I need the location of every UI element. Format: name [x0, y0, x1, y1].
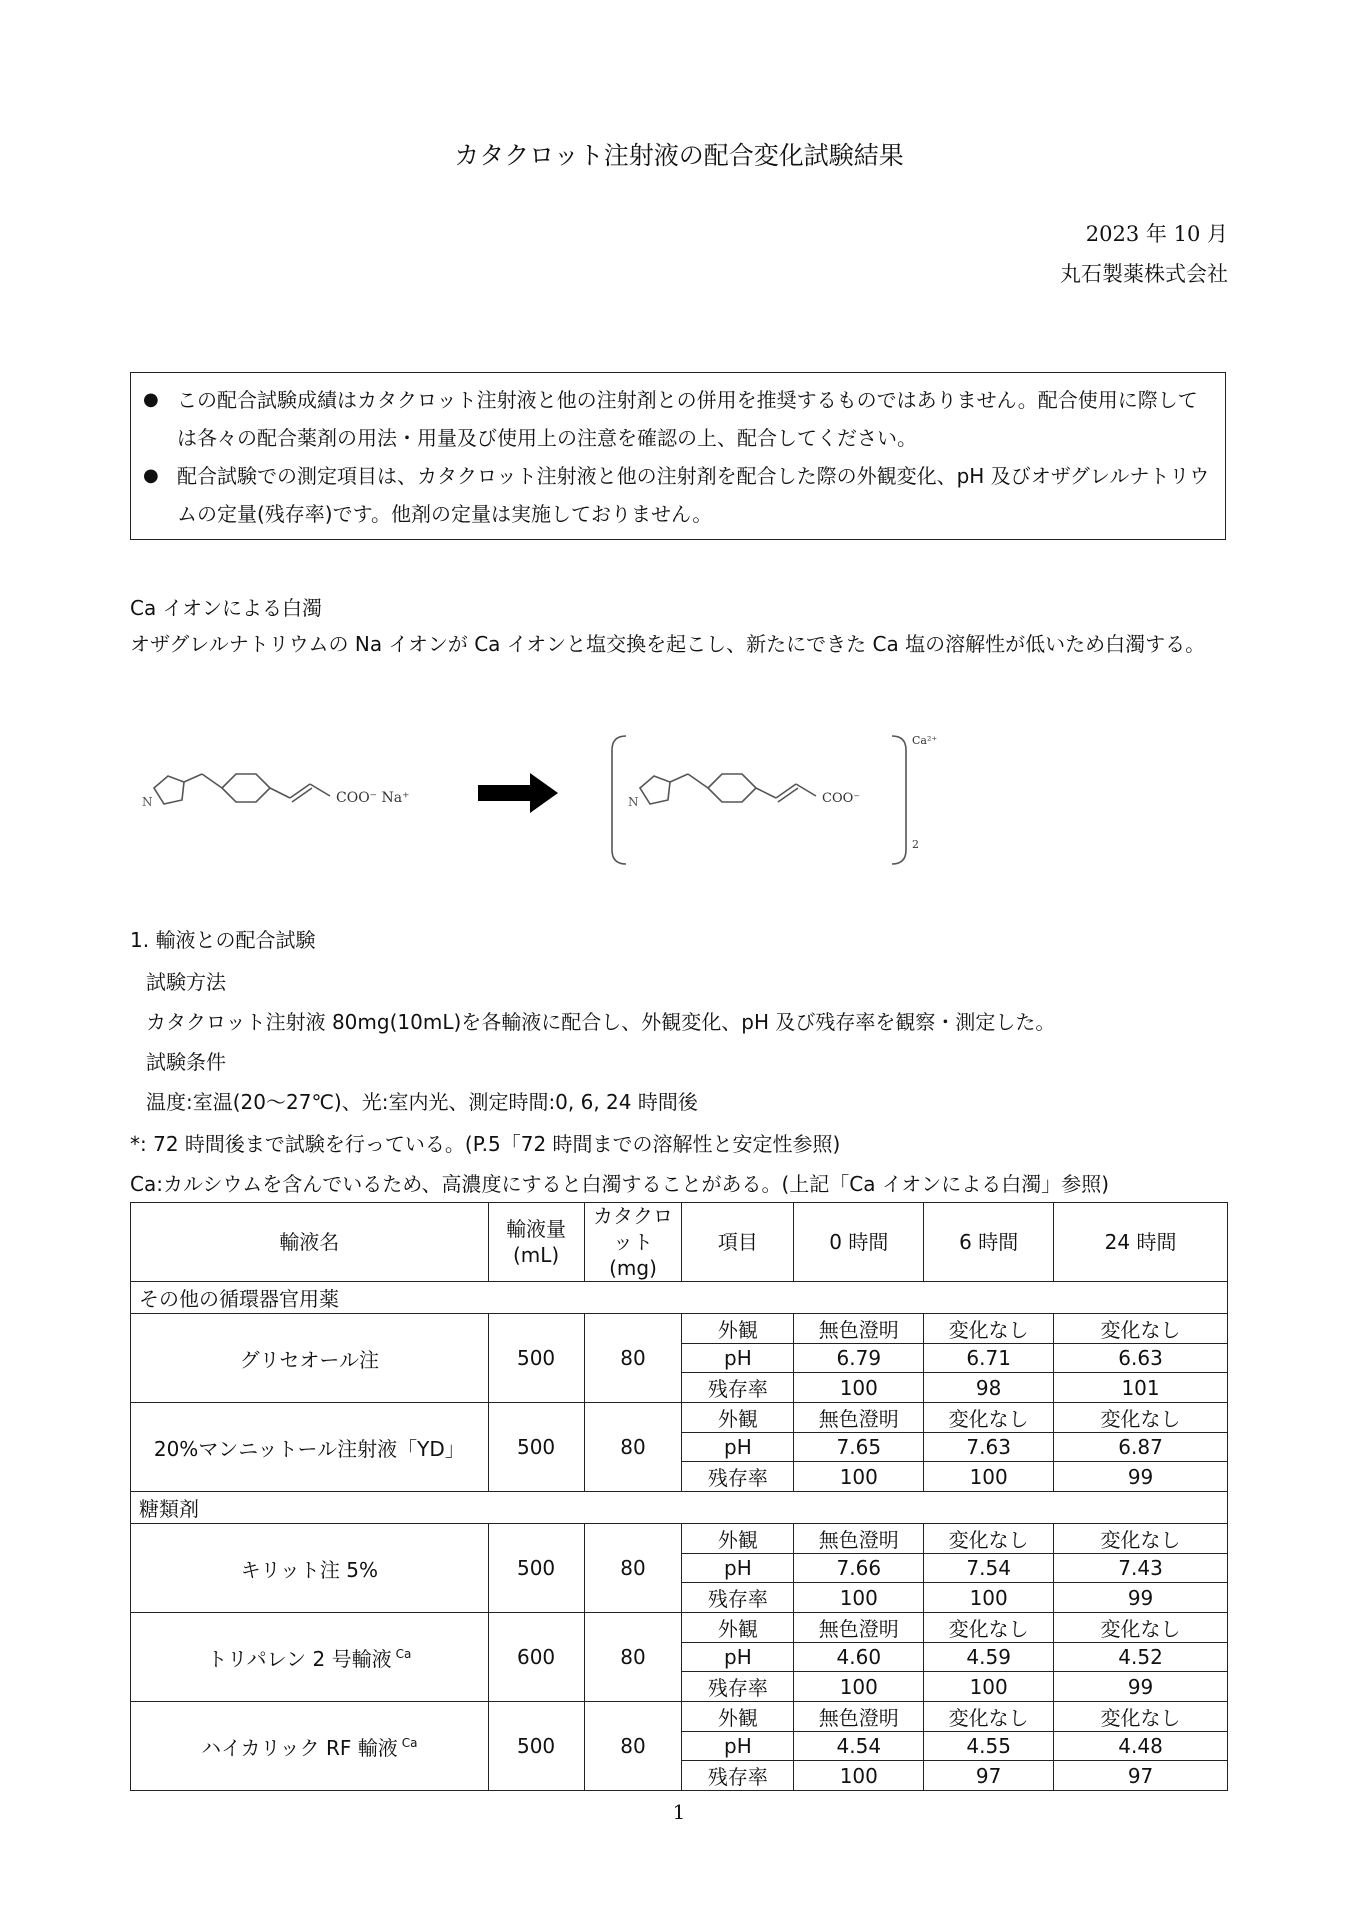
item-label: 外観: [682, 1613, 794, 1643]
reaction-arrow-icon: [478, 773, 558, 813]
item-label: 外観: [682, 1403, 794, 1433]
value-24h: 変化なし: [1054, 1613, 1228, 1643]
page-number: 1: [672, 1800, 686, 1824]
value-6h: 100: [924, 1672, 1054, 1702]
notice-item: [143, 381, 1213, 457]
value-6h: 97: [924, 1761, 1054, 1791]
value-0h: 100: [794, 1761, 924, 1791]
infusion-volume: 500: [488, 1403, 584, 1492]
header-item: 項目: [682, 1203, 794, 1282]
value-0h: 100: [794, 1462, 924, 1492]
table-group-row: [131, 1282, 1228, 1314]
infusion-name: ハイカリック RF 輸液 $^{Ca}$: [131, 1702, 489, 1791]
document-title: カタクロット注射液の配合変化試験結果: [454, 141, 904, 170]
table-header-row: [131, 1203, 1228, 1282]
notice-item: [143, 457, 1213, 533]
value-0h: 7.65: [794, 1433, 924, 1462]
item-label: 残存率: [682, 1373, 794, 1403]
ca-section-body: オザグレルナトリウムの Na イオンが Ca イオンと塩交換を起こし、新たにできた Ca 塩の溶解性が低いため白濁する。: [130, 632, 1206, 656]
infusion-name: 20%マンニットール注射液「YD」: [131, 1403, 489, 1492]
chemical-reaction-diagram: [140, 730, 970, 870]
section1-heading: 1. 輸液との配合試験: [130, 928, 316, 952]
n-label-left: N: [142, 795, 153, 809]
imidazole-ring-left: [154, 776, 184, 804]
header-t24: 24 時間: [1054, 1203, 1228, 1282]
value-6h: 7.63: [924, 1433, 1054, 1462]
table-row: [131, 1702, 1228, 1732]
conditions-text: 温度:室温(20〜27℃)、光:室内光、測定時間:0, 6, 24 時間後: [146, 1090, 698, 1114]
subscript-2-label: 2: [912, 838, 919, 851]
notice-text: この配合試験成績はカタクロット注射液と他の注射剤との併用を推奨するものではありません。配合使用に際しては各々の配合薬剤の用法・用量及び使用上の注意を確認の上、配合してください。: [177, 388, 1198, 450]
document-date: 2023 年 10 月: [1085, 222, 1228, 246]
item-label: 外観: [682, 1524, 794, 1554]
item-label: 外観: [682, 1314, 794, 1344]
value-6h: 変化なし: [924, 1613, 1054, 1643]
group-label: その他の循環器官用薬: [131, 1282, 1228, 1314]
value-0h: 無色澄明: [794, 1524, 924, 1554]
value-6h: 変化なし: [924, 1403, 1054, 1433]
value-6h: 変化なし: [924, 1524, 1054, 1554]
header-dose: カタクロット (mg): [584, 1203, 682, 1282]
value-24h: 7.43: [1054, 1554, 1228, 1583]
value-6h: 4.59: [924, 1643, 1054, 1672]
bracket-right-icon: [892, 736, 906, 864]
value-24h: 97: [1054, 1761, 1228, 1791]
value-0h: 無色澄明: [794, 1613, 924, 1643]
value-24h: 99: [1054, 1672, 1228, 1702]
value-0h: 100: [794, 1373, 924, 1403]
method-label: 試験方法: [146, 970, 226, 994]
value-6h: 6.71: [924, 1344, 1054, 1373]
benzene-ring-right: [708, 774, 756, 802]
value-0h: 無色澄明: [794, 1314, 924, 1344]
value-0h: 100: [794, 1672, 924, 1702]
ca-superscript: Ca: [395, 1646, 412, 1661]
method-text: カタクロット注射液 80mg(10mL)を各輸液に配合し、外観変化、pH 及び残存率を観察・測定した。: [146, 1010, 1056, 1034]
note-72h: *: 72 時間後まで試験を行っている。(P.5「72 時間までの溶解性と安定性参照): [130, 1132, 841, 1156]
item-label: 残存率: [682, 1462, 794, 1492]
coo-na-label: COO⁻ Na⁺: [336, 790, 410, 806]
table-row: [131, 1524, 1228, 1554]
benzene-ring-left: [222, 774, 270, 802]
value-0h: 6.79: [794, 1344, 924, 1373]
value-24h: 変化なし: [1054, 1702, 1228, 1732]
value-6h: 7.54: [924, 1554, 1054, 1583]
item-label: pH: [682, 1433, 794, 1462]
header-volume: 輸液量 (mL): [488, 1203, 584, 1282]
item-label: 外観: [682, 1702, 794, 1732]
value-6h: 100: [924, 1583, 1054, 1613]
table-row: [131, 1403, 1228, 1433]
coo-label: COO⁻: [822, 791, 861, 806]
item-label: pH: [682, 1344, 794, 1373]
item-label: pH: [682, 1643, 794, 1672]
notice-box: [130, 372, 1226, 540]
infusion-name: グリセオール注: [131, 1314, 489, 1403]
header-t6: 6 時間: [924, 1203, 1054, 1282]
infusion-name: キリット注 5%: [131, 1524, 489, 1613]
value-24h: 変化なし: [1054, 1403, 1228, 1433]
value-0h: 無色澄明: [794, 1702, 924, 1732]
value-24h: 変化なし: [1054, 1524, 1228, 1554]
item-label: 残存率: [682, 1672, 794, 1702]
ca-section-heading: Ca イオンによる白濁: [130, 596, 322, 620]
item-label: 残存率: [682, 1583, 794, 1613]
bracket-left-icon: [612, 736, 626, 864]
catacrot-dose: 80: [584, 1524, 682, 1613]
conditions-label: 試験条件: [146, 1050, 226, 1074]
value-0h: 4.54: [794, 1732, 924, 1761]
catacrot-dose: 80: [584, 1702, 682, 1791]
catacrot-dose: 80: [584, 1403, 682, 1492]
value-0h: 7.66: [794, 1554, 924, 1583]
header-name: 輸液名: [131, 1203, 489, 1282]
value-24h: 6.63: [1054, 1344, 1228, 1373]
value-0h: 無色澄明: [794, 1403, 924, 1433]
value-0h: 4.60: [794, 1643, 924, 1672]
infusion-volume: 600: [488, 1613, 584, 1702]
ca-superscript: Ca: [401, 1735, 418, 1750]
item-label: 残存率: [682, 1761, 794, 1791]
item-label: pH: [682, 1554, 794, 1583]
note-ca: Ca:カルシウムを含んでいるため、高濃度にすると白濁することがある。(上記「Ca イオンによる白濁」参照): [130, 1172, 1110, 1196]
notice-text: 配合試験での測定項目は、カタクロット注射液と他の注射剤を配合した際の外観変化、pH 及びオザグレルナトリウムの定量(残存率)です。他剤の定量は実施しておりません。: [177, 464, 1210, 526]
catacrot-dose: 80: [584, 1314, 682, 1403]
value-6h: 4.55: [924, 1732, 1054, 1761]
value-24h: 6.87: [1054, 1433, 1228, 1462]
value-24h: 99: [1054, 1462, 1228, 1492]
group-label: 糖類剤: [131, 1492, 1228, 1524]
header-t0: 0 時間: [794, 1203, 924, 1282]
infusion-volume: 500: [488, 1702, 584, 1791]
imidazole-ring-right: [640, 776, 670, 804]
value-24h: 99: [1054, 1583, 1228, 1613]
table-row: [131, 1314, 1228, 1344]
infusion-volume: 500: [488, 1524, 584, 1613]
n-label-right: N: [628, 795, 639, 809]
bullet-icon: ●: [143, 465, 159, 486]
infusion-name: トリパレン 2 号輸液 $^{Ca}$: [131, 1613, 489, 1702]
table-row: [131, 1613, 1228, 1643]
catacrot-dose: 80: [584, 1613, 682, 1702]
company-name: 丸石製薬株式会社: [1060, 262, 1228, 286]
infusion-volume: 500: [488, 1314, 584, 1403]
bullet-icon: ●: [143, 389, 159, 410]
value-0h: 100: [794, 1583, 924, 1613]
item-label: pH: [682, 1732, 794, 1761]
value-6h: 変化なし: [924, 1314, 1054, 1344]
value-6h: 100: [924, 1462, 1054, 1492]
value-24h: 4.52: [1054, 1643, 1228, 1672]
compatibility-table: [130, 1202, 1228, 1791]
value-6h: 変化なし: [924, 1702, 1054, 1732]
value-6h: 98: [924, 1373, 1054, 1403]
value-24h: 101: [1054, 1373, 1228, 1403]
ca-ion-label: Ca²⁺: [912, 734, 938, 747]
value-24h: 4.48: [1054, 1732, 1228, 1761]
table-group-row: [131, 1492, 1228, 1524]
value-24h: 変化なし: [1054, 1314, 1228, 1344]
